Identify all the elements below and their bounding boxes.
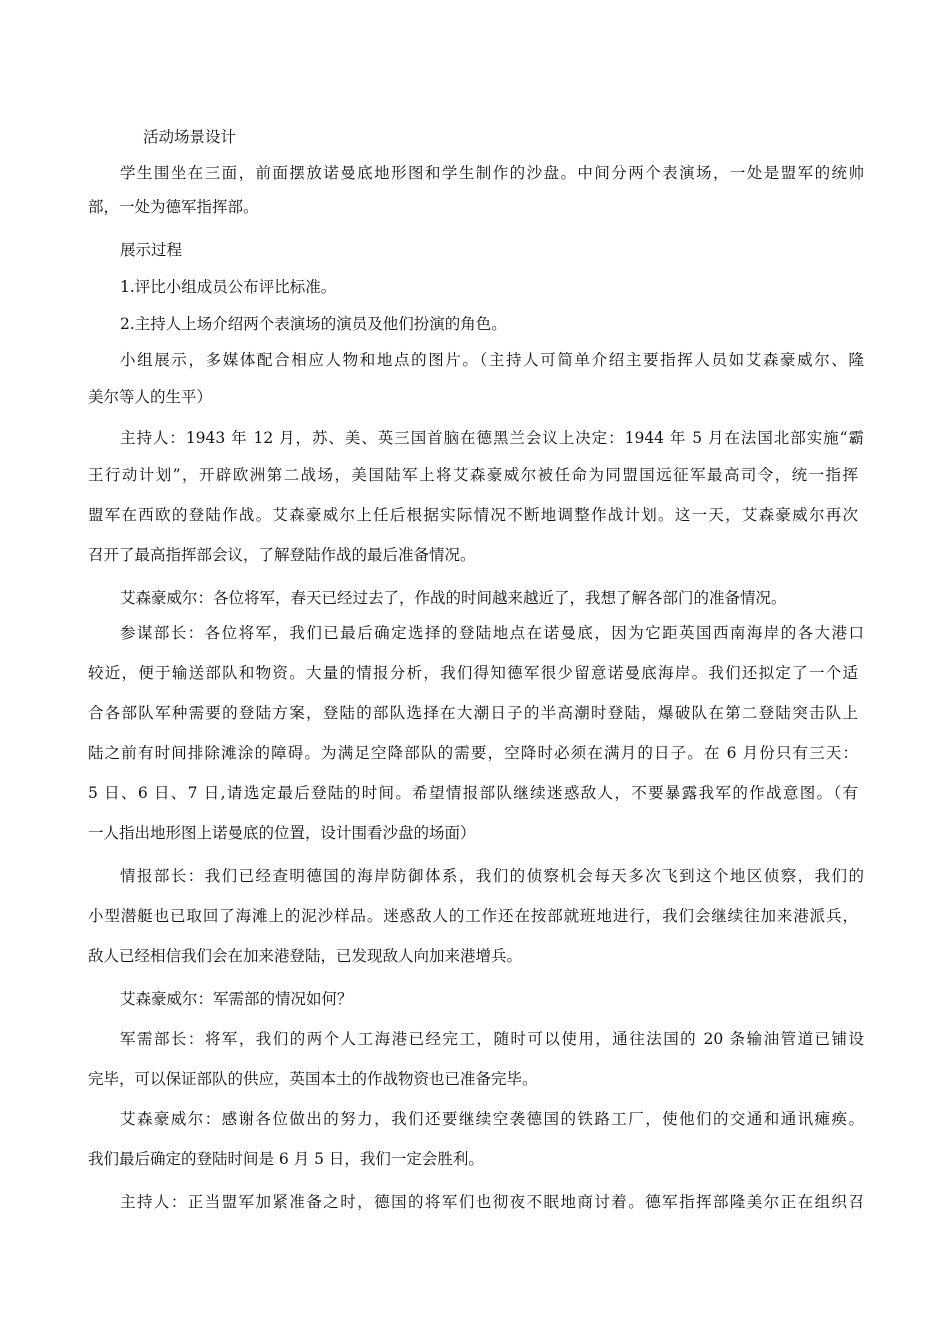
paragraph-line: 军需部长：将军，我们的两个人工海港已经完工，随时可以使用，通往法国的 20 条输油管道已铺设 — [120, 1030, 864, 1048]
paragraph-line: 王行动计划”，开辟欧洲第二战场，美国陆军上将艾森豪威尔被任命为同盟国远征军最高司令，统一指挥 — [88, 466, 858, 484]
paragraph-line: 陆之前有时间排除滩涂的障碍。为满足空降部队的需要，空降时必须在满月的日子。在 6 月份只有三天： — [88, 744, 858, 762]
paragraph-line: 参谋部长：各位将军，我们已最后确定选择的登陆地点在诺曼底，因为它距英国西南海岸的各大港口 — [120, 624, 864, 642]
paragraph-line: 艾森豪威尔：各位将军，春天已经过去了，作战的时间越来越近了，我想了解各部门的准备情况。 — [120, 589, 787, 607]
paragraph-line: 合各部队军种需要的登陆方案，登陆的部队选择在大潮日子的半高潮时登陆，爆破队在第二登陆突击队上 — [88, 704, 858, 722]
paragraph-line: 主持人：1943 年 12 月，苏、美、英三国首脑在德黑兰会议上决定：1944 年 5 月在法国北部实施“霸 — [120, 429, 864, 447]
paragraph-line: 情报部长：我们已经查明德国的海岸防御体系，我们的侦察机会每天多次飞到这个地区侦察，我们的 — [120, 867, 864, 885]
section-heading-process: 展示过程 — [120, 241, 183, 259]
paragraph-line: 盟军在西欧的登陆作战。艾森豪威尔上任后根据实际情况不断地调整作战计划。这一天，艾森豪威尔再次 — [88, 506, 858, 524]
paragraph-line: 艾森豪威尔：军需部的情况如何？ — [120, 990, 353, 1008]
paragraph-line: 主持人：正当盟军加紧准备之时，德国的将军们也彻夜不眠地商讨着。德军指挥部隆美尔正在组织召 — [120, 1193, 864, 1211]
list-item: 2.主持人上场介绍两个表演场的演员及他们扮演的角色。 — [120, 315, 507, 333]
paragraph-line: 学生围坐在三面，前面摆放诺曼底地形图和学生制作的沙盘。中间分两个表演场，一处是盟军的统帅 — [120, 164, 864, 182]
paragraph-line: 部，一处为德军指挥部。 — [88, 198, 259, 216]
paragraph-line: 完毕，可以保证部队的供应，英国本土的作战物资也已准备完毕。 — [88, 1070, 538, 1088]
paragraph-line: 5 日、6 日、7 日,请选定最后登陆的时间。希望情报部队继续迷惑敌人，不要暴露我军的作战意图。（有 — [88, 784, 858, 802]
paragraph-line: 一人指出地形图上诺曼底的位置，设计围看沙盘的场面） — [88, 824, 476, 842]
paragraph-line: 召开了最高指挥部会议，了解登陆作战的最后准备情况。 — [88, 546, 476, 564]
section-heading-scene-design: 活动场景设计 — [143, 128, 237, 146]
list-item: 1.评比小组成员公布评比标准。 — [120, 278, 337, 296]
paragraph-line: 较近，便于输送部队和物资。大量的情报分析，我们得知德军很少留意诺曼底海岸。我们还拟定了一个适 — [88, 664, 858, 682]
paragraph-line: 美尔等人的生平） — [88, 388, 213, 406]
paragraph-line: 小型潜艇也已取回了海滩上的泥沙样品。迷惑敌人的工作还在按部就班地进行，我们会继续往加来港派兵， — [88, 907, 858, 925]
paragraph-line: 小组展示，多媒体配合相应人物和地点的图片。（主持人可简单介绍主要指挥人员如艾森豪威尔、隆 — [120, 351, 864, 369]
paragraph-line: 艾森豪威尔：感谢各位做出的努力，我们还要继续空袭德国的铁路工厂，使他们的交通和通讯瘫痪。 — [120, 1110, 864, 1128]
paragraph-line: 我们最后确定的登陆时间是 6 月 5 日，我们一定会胜利。 — [88, 1150, 484, 1168]
paragraph-line: 敌人已经相信我们会在加来港登陆，已发现敌人向加来港增兵。 — [88, 947, 523, 965]
